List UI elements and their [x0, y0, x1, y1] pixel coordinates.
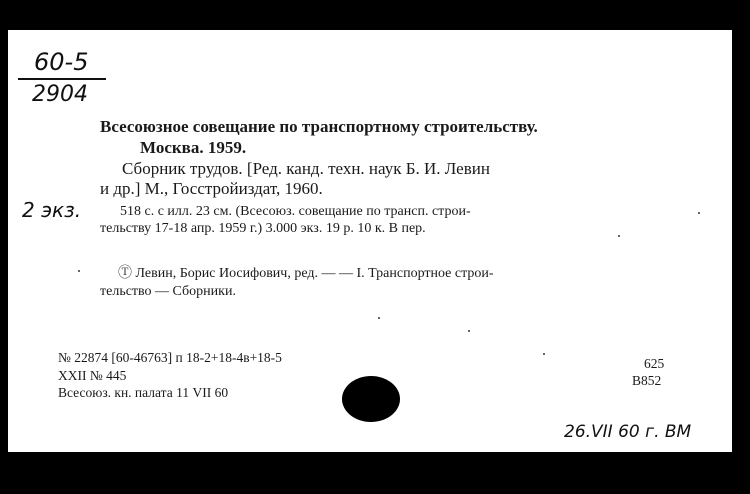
card-footer-line-2-right: В852: [632, 373, 662, 388]
card-heading-line-2: Москва. 1959.: [140, 138, 247, 157]
card-subject-line-2: тельство — Сборники.: [100, 284, 236, 299]
card-title-line-1: Сборник трудов. [Ред. канд. техн. наук Б. И. Левин: [122, 159, 490, 178]
handwritten-bottom-code: 2904: [32, 82, 88, 107]
handwritten-copies: 2 экз.: [22, 198, 82, 222]
card-footer-line-1: № 22874 [60-46763] п 18-2+18-4в+18-5: [58, 350, 282, 365]
card-description-line-1: 518 с. с илл. 23 см. (Всесоюз. совещание по трансп. строи-: [120, 204, 471, 219]
card-bottom-edge: [8, 452, 732, 458]
card-footer-line-2: XXII № 445: [58, 368, 127, 383]
catalog-card: [8, 30, 732, 458]
card-heading-line-1: Всесоюзное совещание по транспортному строительству.: [100, 117, 538, 136]
code-divider-line: [18, 78, 106, 80]
scan-speck: [78, 270, 80, 272]
handwritten-top-code: 60-5: [34, 48, 89, 76]
card-footer-line-1-right: 625: [644, 356, 665, 371]
card-punch-hole: [342, 376, 400, 422]
scan-speck: [543, 353, 545, 355]
scan-speck: [468, 330, 470, 332]
card-subject-line-1: Ⓣ Левин, Борис Иосифович, ред. — — I. Транспортное строи-: [118, 266, 494, 281]
card-footer-line-3: Всесоюз. кн. палата 11 VII 60: [58, 385, 229, 400]
card-title-line-2: и др.] М., Госстройиздат, 1960.: [100, 179, 323, 198]
handwritten-date-stamp: 26.VII 60 г. BM: [564, 422, 692, 442]
scan-speck: [698, 212, 700, 214]
scan-speck: [618, 235, 620, 237]
card-description-line-2: тельству 17-18 апр. 1959 г.) 3.000 экз. 19 р. 10 к. В пер.: [100, 221, 426, 236]
scan-speck: [378, 317, 380, 319]
